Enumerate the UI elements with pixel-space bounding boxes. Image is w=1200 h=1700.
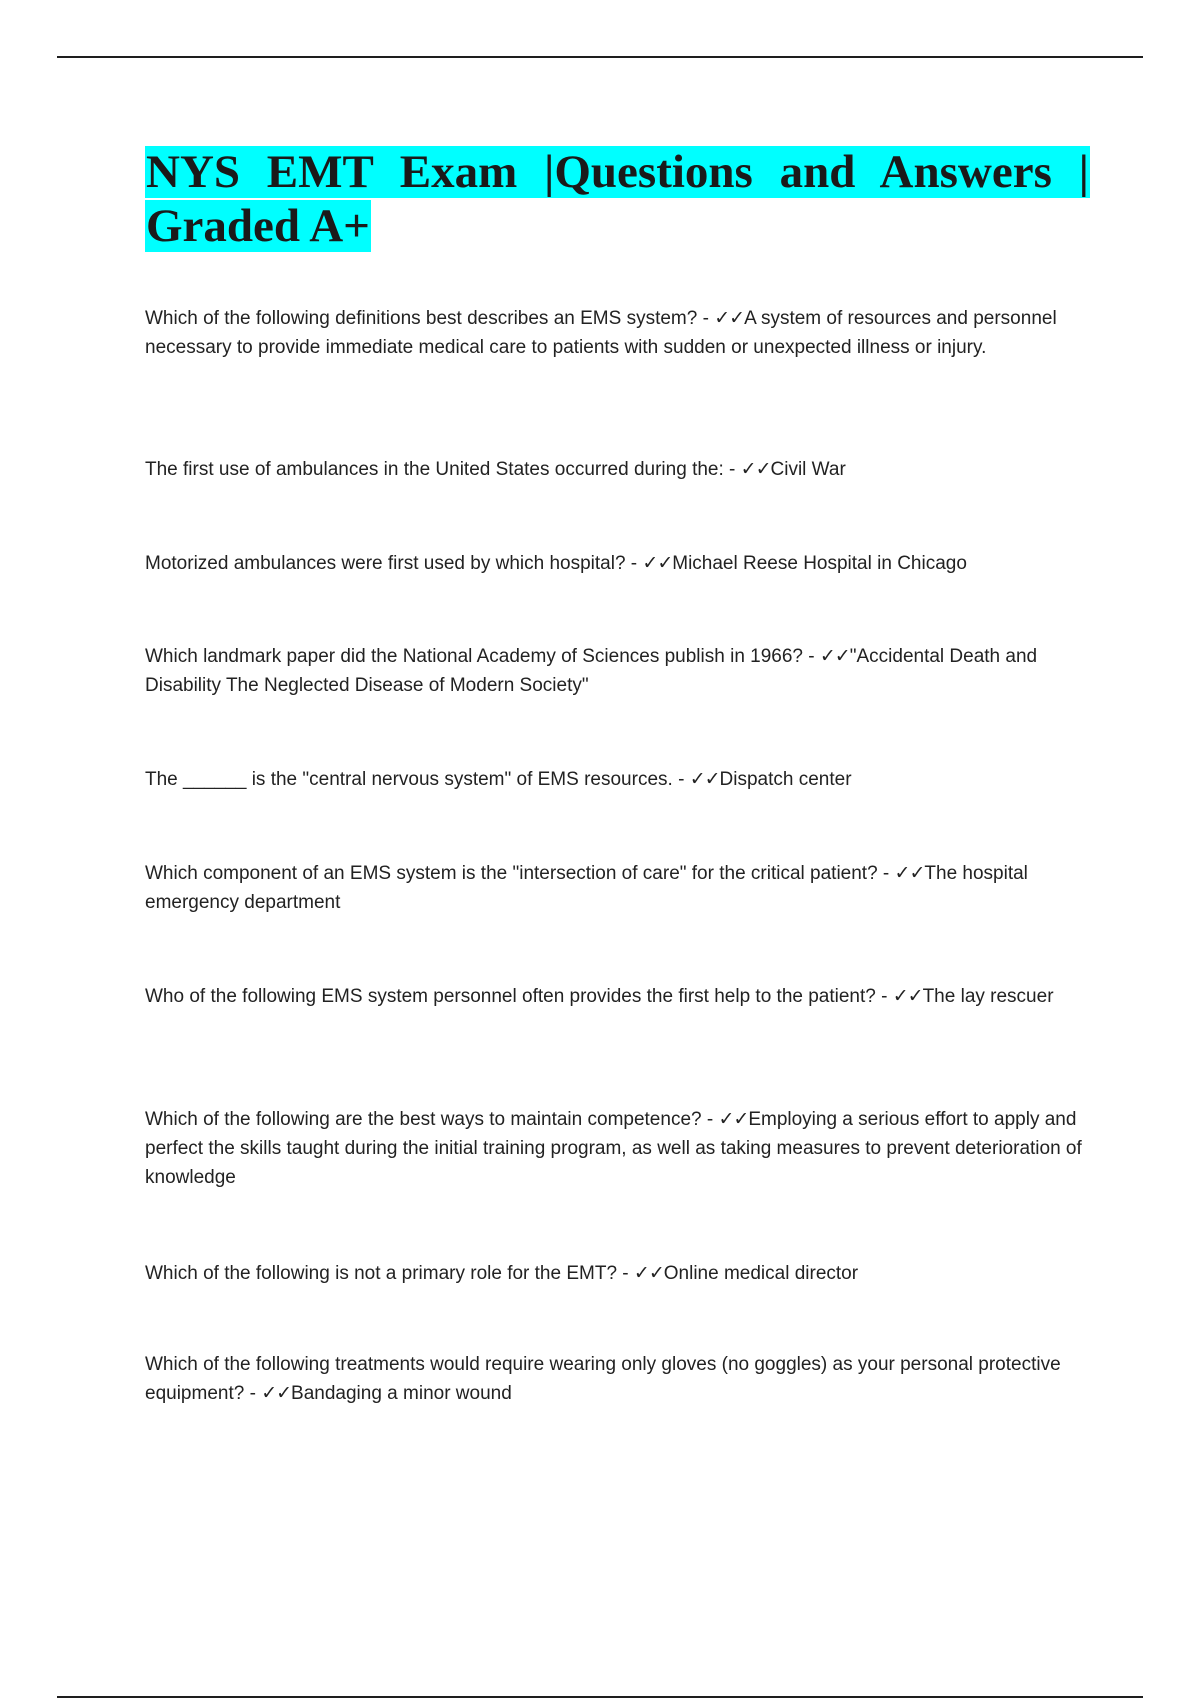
- qa-item: [145, 549, 1095, 578]
- separator: -: [244, 1383, 262, 1404]
- document-title: [145, 145, 1090, 253]
- separator: -: [672, 769, 690, 790]
- top-rule: [57, 56, 1143, 58]
- qa-item: [145, 642, 1095, 700]
- double-check-icon: ✓✓: [714, 308, 745, 329]
- double-check-icon: ✓✓: [261, 1383, 292, 1404]
- answer-text: Michael Reese Hospital in Chicago: [672, 553, 967, 574]
- answer-text: Employing a serious effort to apply and perfect the skills taught during the initial training program, as well as taking measures to prevent deterioration of knowledge: [145, 1109, 1082, 1188]
- question-text: Which landmark paper did the National Academy of Sciences publish in 1966?: [145, 646, 803, 667]
- double-check-icon: ✓✓: [689, 769, 720, 790]
- answer-text: The lay rescuer: [922, 986, 1054, 1007]
- separator: -: [875, 986, 893, 1007]
- double-check-icon: ✓✓: [819, 646, 850, 667]
- qa-item: [145, 765, 1095, 794]
- qa-item: [145, 859, 1095, 917]
- answer-text: Dispatch center: [719, 769, 852, 790]
- question-text: Which of the following is not a primary role for the EMT?: [145, 1263, 618, 1284]
- separator: -: [697, 308, 715, 329]
- question-text: Which component of an EMS system is the "intersection of care" for the critical patient?: [145, 863, 878, 884]
- qa-item: [145, 1105, 1095, 1192]
- question-text: Motorized ambulances were first used by which hospital?: [145, 553, 626, 574]
- question-text: Which of the following are the best ways to maintain competence?: [145, 1109, 702, 1130]
- answer-text: The hospital emergency department: [145, 863, 1028, 913]
- question-text: Who of the following EMS system personnel often provides the first help to the patient?: [145, 986, 876, 1007]
- qa-item: [145, 455, 1095, 484]
- qa-item: [145, 304, 1095, 362]
- double-check-icon: ✓✓: [633, 1263, 664, 1284]
- separator: -: [723, 459, 741, 480]
- bottom-rule: [57, 1696, 1143, 1698]
- question-text: The ______ is the "central nervous system" of EMS resources.: [145, 769, 673, 790]
- separator: -: [803, 646, 820, 667]
- qa-item: [145, 1350, 1095, 1408]
- answer-text: Bandaging a minor wound: [291, 1383, 512, 1404]
- double-check-icon: ✓✓: [740, 459, 771, 480]
- separator: -: [625, 553, 643, 574]
- double-check-icon: ✓✓: [894, 863, 925, 884]
- question-text: Which of the following treatments would require wearing only gloves (no goggles) as your personal protective equipment?: [145, 1354, 1061, 1404]
- double-check-icon: ✓✓: [892, 986, 923, 1007]
- title-highlight: NYS EMT Exam |Questions and Answers | Graded A+: [146, 146, 1089, 252]
- question-text: Which of the following definitions best describes an EMS system?: [145, 308, 698, 329]
- answer-text: A system of resources and personnel necessary to provide immediate medical care to patients with sudden or unexpected illness or injury.: [145, 308, 1057, 358]
- separator: -: [701, 1109, 719, 1130]
- double-check-icon: ✓✓: [718, 1109, 749, 1130]
- answer-text: "Accidental Death and Disability The Neglected Disease of Modern Society": [145, 646, 1038, 696]
- title-block: [145, 145, 1090, 253]
- double-check-icon: ✓✓: [642, 553, 673, 574]
- qa-item: [145, 1259, 1095, 1288]
- answer-text: Online medical director: [663, 1263, 859, 1284]
- answer-text: Civil War: [770, 459, 846, 480]
- question-text: The first use of ambulances in the United States occurred during the:: [145, 459, 724, 480]
- qa-item: [145, 982, 1095, 1011]
- separator: -: [877, 863, 895, 884]
- separator: -: [617, 1263, 634, 1284]
